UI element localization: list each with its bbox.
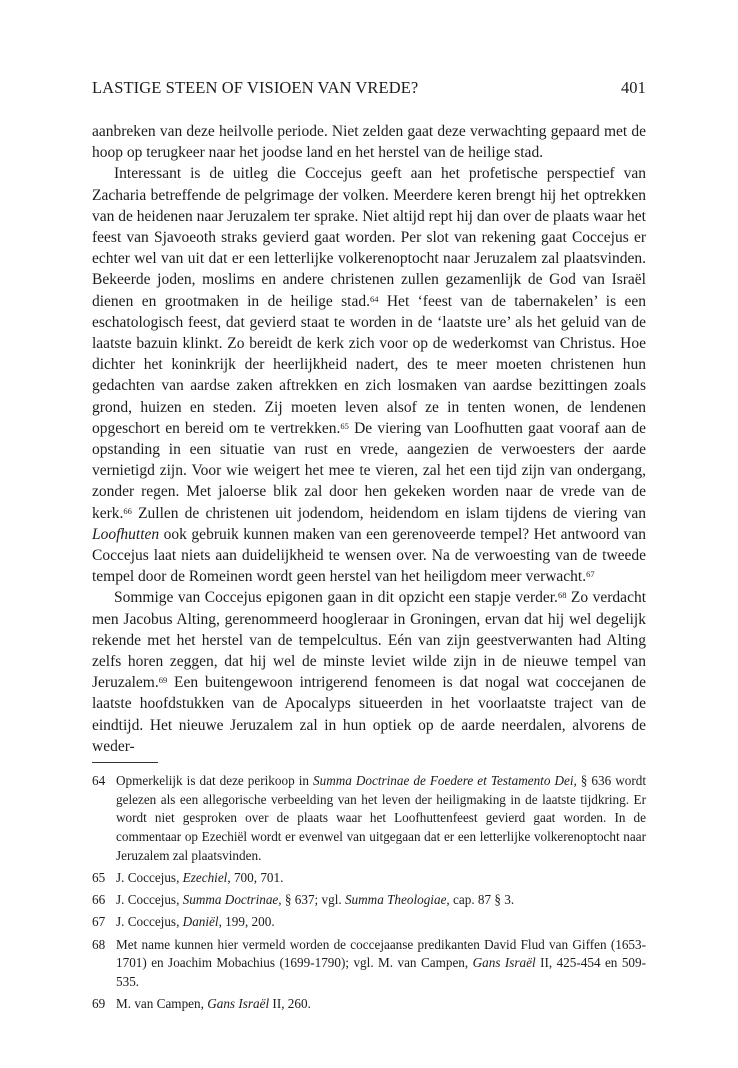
footnote-italic: Daniël (182, 914, 219, 930)
footnote-text (116, 936, 646, 992)
footnote-text-part: § 637; vgl. (281, 892, 345, 908)
footnote-67 (92, 913, 646, 932)
footnote-text (116, 913, 646, 932)
footnote-text-part: Opmerkelijk is dat deze perikoop in (116, 773, 313, 788)
paragraph-text: aanbreken van deze heilvolle periode. Niet zelden gaat deze verwachting gepaard met de hoop op terugkeer naar het joodse land en het herstel van de heilige stad. (92, 123, 646, 162)
footnote-ref-69[interactable]: 69 (158, 675, 168, 686)
footnote-number: 68 (92, 936, 106, 952)
footnote-italic: Gans Israël (472, 955, 536, 971)
paragraph-text: Het ‘feest van de tabernakelen’ is een eschatologisch feest, dat gevierd staat te worden in de ‘laatste ure’ als het geluid van de laatste bazuin klinkt. Zo bereidt de kerk zich voor op de wederkomst van Christus. Hoe dichter het koninkrijk der heerlijkheid nadert, des te meer moeten christenen hun gedachten van aardse zaken aftrekken en zich losmaken van aardse bezittingen zoals grond, huizen en steden. Zij moeten leven alsof ze in tenten wonen, de lendenen opgeschort en bereid om te vertrekken. (92, 292, 647, 437)
paragraph-3 (92, 587, 646, 757)
footnote-text-part: M. van Campen, (116, 996, 208, 1012)
footnote-text (116, 772, 646, 866)
paragraph-text: Zo verdacht men Jacobus Alting, gerenommeerd hoogleraar in Groningen, ervan dat hij wel degelijk rekende met het herstel van de tempelcultus. Eén van zijn geestverwanten had Alting zelfs horen zeggen, dat hij wel de minste leviet wilde zijn in de nieuwe tempel van Jeruzalem. (92, 589, 646, 692)
footnote-68 (92, 936, 646, 992)
paragraph-text: Sommige van Coccejus epigonen gaan in dit opzicht een stapje verder. (114, 589, 558, 607)
footnote-ref-67[interactable]: 67 (586, 569, 595, 580)
running-header (92, 78, 646, 98)
paragraph-2 (92, 163, 646, 587)
footnote-ref-64[interactable]: 64 (369, 293, 379, 304)
footnote-text (116, 869, 646, 888)
page-number: 401 (620, 78, 646, 97)
paragraph-text: Zullen de christenen uit jodendom, heidendom en islam tijdens de viering van (131, 504, 646, 522)
footnote-number: 67 (92, 914, 106, 930)
footnote-65 (92, 869, 646, 888)
paragraph-text: Een buitengewoon intrigerend fenomeen is dat nogal wat coccejanen de laatste hoofdstukken van de Apocalyps situeerden in het voorlaatste traject van de eindtijd. Het nieuwe Jeruzalem zal in hun optiek op de aarde neerdalen, alvorens de weder- (92, 674, 646, 755)
paragraph-text: De viering van Loofhutten gaat vooraf aan de opstanding in een situatie van rust en vrede, aangezien de verwoesters der aarde vernietigd zijn. Voor wie weigert het mee te vieren, zal het een tijd zijn van ondergang, zonder regen. Met jaloerse blik zal door hen gekeken worden naar de vrede van de kerk. (92, 419, 646, 522)
footnote-number: 69 (92, 996, 106, 1012)
footnote-ref-65[interactable]: 65 (340, 421, 349, 432)
paragraph-1 (92, 121, 646, 163)
footnote-text-part: , cap. 87 § 3. (446, 892, 515, 908)
main-text (92, 121, 646, 757)
footnote-text-part: Met name kunnen hier vermeld worden de coccejaanse predikanten David Flud van Giffen (1653-1701) en Joachim Mobachius (1699-1790); vgl. M. van Campen, (116, 936, 646, 971)
footnote-text-part: § 636 wordt gelezen als een allegorische verbeelding van het leven der heiligmaking in de laatste tijdkring. Er wordt niet gesproken over de plaats waar het Loofhuttenfeest gevierd gaat worden. In de commentaar op Ezechiël wordt er evenwel van uitgegaan dat er een letterlijke volkerenoptocht naar Jeruzalem zal plaatsvinden. (116, 773, 646, 863)
paragraph-text: ook gebruik kunnen maken van een gerenoveerde tempel? Het antwoord van Coccejus laat niets aan duidelijkheid te wensen over. Na de verwoesting van de tweede tempel door de Romeinen wordt geen herstel van het heiligdom meer verwacht. (92, 525, 646, 586)
footnote-text-part: II, 425-454 en 509-535. (116, 955, 646, 990)
footnote-text-part: II, 260. (269, 996, 311, 1012)
footnote-text-part: J. Coccejus, (116, 870, 183, 886)
footnote-text (116, 891, 646, 910)
footnote-text (116, 995, 646, 1014)
running-title: LASTIGE STEEN OF VISIOEN VAN VREDE? (92, 78, 419, 97)
footnote-66 (92, 891, 646, 910)
footnote-64 (92, 772, 646, 866)
footnote-italic: Summa Doctrinae, (182, 892, 282, 908)
footnotes (92, 772, 646, 1017)
paragraph-text: Interessant is de uitleg die Coccejus geeft aan het profetische perspectief van Zacharia betreffende de pelgrimage der volken. Meerdere keren brengt hij het optrekken van de heidenen naar Jeruzalem ter sprake. Niet altijd rept hij dan over de plaats waar het feest van Sjavoeoth straks gevierd gaat worden. Per slot van rekening gaat Coccejus er echter wel van uit dat er een letterlijke volkerenoptocht naar Jeruzalem zal plaatsvinden. Bekeerde joden, moslims en andere christenen zullen gezamenlijk de God van Israël dienen en grootmaken in de heilige stad. (92, 165, 646, 310)
footnote-divider (92, 762, 158, 763)
footnote-number: 64 (92, 773, 106, 788)
footnote-text-part: J. Coccejus, (116, 914, 183, 930)
footnote-ref-68[interactable]: 68 (557, 590, 567, 601)
footnote-italic: Summa Doctrinae de Foedere et Testamento Dei, (313, 773, 577, 788)
footnote-number: 65 (92, 870, 106, 886)
footnote-italic: Gans Israël (207, 996, 270, 1012)
footnote-italic: Summa Theologiae (344, 892, 447, 908)
footnote-italic: Ezechiel (182, 870, 228, 886)
footnote-ref-66[interactable]: 66 (123, 505, 132, 516)
footnote-69 (92, 995, 646, 1014)
footnote-text-part: J. Coccejus, (116, 892, 183, 908)
italic-term: Loofhutten (92, 525, 160, 543)
footnote-number: 66 (92, 892, 106, 908)
footnote-text-part: , 199, 200. (218, 914, 275, 930)
footnote-text-part: , 700, 701. (227, 870, 284, 886)
